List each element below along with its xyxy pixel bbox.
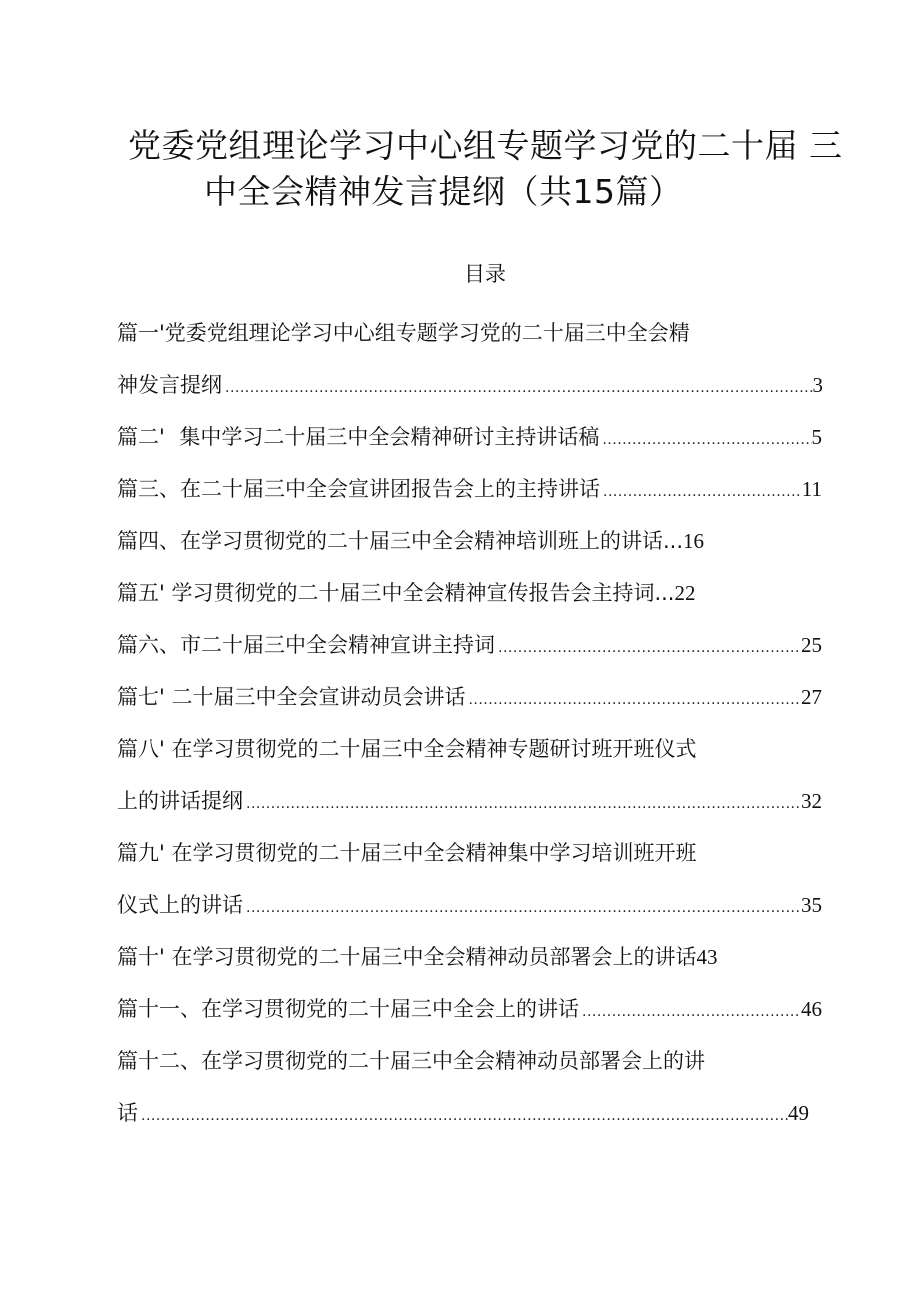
dot-leader (138, 1101, 788, 1131)
toc-entry-6-title: 篇六、市二十届三中全会精神宣讲主持词 (117, 633, 495, 657)
toc-entry-11-title: 篇十一、在学习贯彻党的二十届三中全会上的讲话 (117, 997, 579, 1021)
dot-leader (465, 685, 801, 715)
document-title-line-2: 中全会精神发言提纲（共15篇） (204, 172, 683, 211)
dot-leader (495, 633, 801, 663)
toc-entry-8-line-2: 上的讲话提纲 (117, 789, 243, 813)
toc-entry-10-title: 篇十' 在学习贯彻党的二十届三中全会精神动员部署会上的讲话 (117, 945, 697, 969)
toc-entry-5-title: 篇五' 学习贯彻党的二十届三中全会精神宣传报告会主持词 (117, 581, 655, 605)
dot-leader (579, 997, 801, 1027)
toc-entry-12[interactable] (117, 1098, 809, 1131)
toc-entry-1[interactable] (117, 370, 823, 403)
toc-entry-12-page: 49 (788, 1101, 809, 1125)
dot-leader (600, 477, 802, 507)
toc-entry-5-ellipsis: ... (654, 581, 675, 605)
toc-entry-6[interactable] (117, 630, 822, 663)
toc-entry-11[interactable] (117, 994, 822, 1027)
toc-entry-1-line-2: 神发言提纲 (117, 373, 222, 397)
dot-leader (243, 789, 801, 819)
dot-leader (599, 425, 811, 455)
toc-entry-1-line-1: 篇一'党委党组理论学习中心组专题学习党的二十届三中全会精 (117, 321, 690, 345)
toc-entry-9[interactable] (117, 890, 822, 923)
dot-leader (222, 373, 813, 403)
toc-entry-12-line-2: 话 (117, 1101, 138, 1125)
toc-entry-9-line-1: 篇九' 在学习贯彻党的二十届三中全会精神集中学习培训班开班 (117, 841, 697, 865)
toc-entry-3-page: 11 (801, 477, 822, 501)
toc-entry-11-page: 46 (801, 997, 822, 1021)
toc-entry-8[interactable] (117, 786, 822, 819)
toc-entry-3[interactable] (117, 474, 822, 507)
toc-entry-3-title: 篇三、在二十届三中全会宣讲团报告会上的主持讲话 (117, 477, 600, 501)
toc-entry-2-title: 集中学习二十届三中全会精神研讨主持讲话稿 (179, 425, 600, 449)
toc-entry-9-page: 35 (801, 893, 822, 917)
dot-leader (243, 893, 801, 923)
toc-entry-10[interactable] (117, 942, 717, 972)
toc-entry-5[interactable] (117, 578, 695, 608)
toc-entry-1-page: 3 (812, 373, 823, 397)
toc-entry-2-page: 5 (811, 425, 822, 449)
toc-entry-2-prefix: 篇二' (117, 425, 165, 449)
toc-entry-8-page: 32 (801, 789, 822, 813)
toc-entry-7-page: 27 (801, 685, 822, 709)
toc-entry-8-line-1: 篇八' 在学习贯彻党的二十届三中全会精神专题研讨班开班仪式 (117, 737, 697, 761)
toc-entry-7-title: 篇七' 二十届三中全会宣讲动员会讲话 (117, 685, 466, 709)
toc-entry-5-page: 22 (674, 581, 696, 605)
toc-entry-6-page: 25 (801, 633, 822, 657)
document-title-line-1: 党委党组理论学习中心组专题学习党的二十届 三 (128, 126, 843, 165)
toc-entry-4-page: 16 (683, 529, 705, 553)
toc-heading: 目录 (464, 262, 506, 286)
toc-entry-4-title: 篇四、在学习贯彻党的二十届三中全会精神培训班上的讲话 (117, 529, 663, 553)
toc-entry-9-line-2: 仪式上的讲话 (117, 893, 243, 917)
toc-entry-4[interactable] (117, 526, 704, 556)
toc-entry-12-line-1: 篇十二、在学习贯彻党的二十届三中全会精神动员部署会上的讲 (117, 1049, 705, 1073)
toc-entry-2[interactable] (117, 422, 822, 455)
toc-entry-7[interactable] (117, 682, 822, 715)
toc-entry-10-page: 43 (696, 945, 718, 969)
toc-entry-4-ellipsis: ... (663, 529, 684, 553)
